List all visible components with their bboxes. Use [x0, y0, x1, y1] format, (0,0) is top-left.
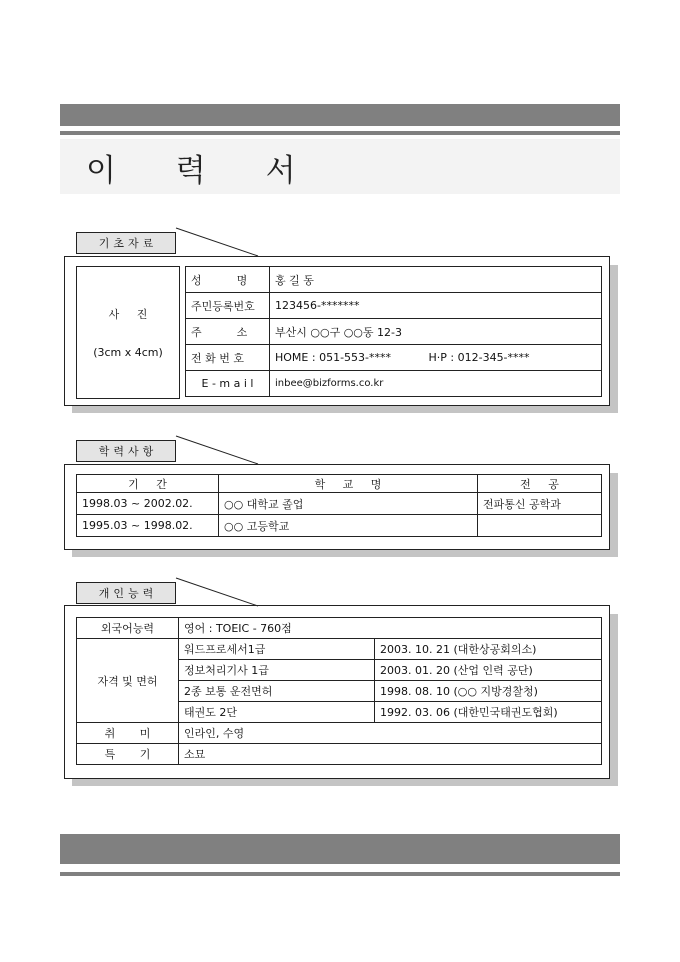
- edu-header-major: 전 공: [478, 475, 602, 493]
- language-value: 영어 : TOEIC - 760점: [179, 618, 602, 639]
- email-value: inbee@bizforms.co.kr: [270, 371, 602, 397]
- license-name: 워드프로세서1급: [179, 639, 375, 660]
- info-row-id: [186, 293, 602, 319]
- special-value: 소묘: [179, 744, 602, 765]
- license-label: 자격 및 면허: [77, 639, 179, 723]
- phone-label: 전 화 번 호: [186, 345, 270, 371]
- table-row: [77, 493, 602, 515]
- page-title: 이 력 서: [86, 153, 321, 189]
- basic-info-table: [185, 266, 602, 397]
- name-value: 홍 길 동: [270, 267, 602, 293]
- id-label: 주민등록번호: [186, 293, 270, 319]
- info-row-address: [186, 319, 602, 345]
- id-value: 123456-*******: [270, 293, 602, 319]
- edu-school: ○○ 고등학교: [219, 515, 478, 537]
- title-area: [60, 139, 620, 194]
- top-bar: [60, 104, 620, 126]
- photo-box: [76, 266, 180, 399]
- education-table: [76, 474, 602, 537]
- edu-period: 1995.03 ~ 1998.02.: [77, 515, 219, 537]
- edu-school: ○○ 대학교 졸업: [219, 493, 478, 515]
- edu-major: [478, 515, 602, 537]
- hobby-label: 취 미: [77, 723, 179, 744]
- special-label: 특 기: [77, 744, 179, 765]
- edu-major: 전파통신 공학과: [478, 493, 602, 515]
- name-label: 성 명: [186, 267, 270, 293]
- ability-tab: 개인능력: [76, 582, 176, 604]
- edu-tab-connector: [176, 436, 266, 466]
- ability-tab-connector: [176, 578, 266, 608]
- license-name: 태권도 2단: [179, 702, 375, 723]
- hobby-row: [77, 723, 602, 744]
- language-row: [77, 618, 602, 639]
- special-row: [77, 744, 602, 765]
- info-row-name: [186, 267, 602, 293]
- table-row: [77, 515, 602, 537]
- edu-tab: 학력사항: [76, 440, 176, 462]
- basic-tab-connector: [176, 228, 266, 258]
- top-rule: [60, 131, 620, 135]
- license-date: 2003. 01. 20 (산업 인력 공단): [375, 660, 602, 681]
- language-label: 외국어능력: [77, 618, 179, 639]
- email-label: E - m a i l: [186, 371, 270, 397]
- photo-size: (3cm x 4cm): [93, 346, 163, 359]
- mobile-phone: H·P : 012-345-****: [428, 351, 530, 364]
- edu-header-row: [77, 475, 602, 493]
- ability-table: [76, 617, 602, 765]
- phone-value: [270, 345, 602, 371]
- photo-label: 사 진: [108, 308, 148, 321]
- bottom-bar: [60, 834, 620, 864]
- edu-header-school: 학 교 명: [219, 475, 478, 493]
- license-date: 2003. 10. 21 (대한상공회의소): [375, 639, 602, 660]
- bottom-rule: [60, 872, 620, 876]
- edu-header-period: 기 간: [77, 475, 219, 493]
- license-date: 1992. 03. 06 (대한민국태권도협회): [375, 702, 602, 723]
- hobby-value: 인라인, 수영: [179, 723, 602, 744]
- license-name: 2종 보통 운전면허: [179, 681, 375, 702]
- license-name: 정보처리기사 1급: [179, 660, 375, 681]
- info-row-email: [186, 371, 602, 397]
- license-row: [77, 639, 602, 660]
- info-row-phone: [186, 345, 602, 371]
- basic-tab: 기초자료: [76, 232, 176, 254]
- home-phone: HOME : 051-553-****: [275, 351, 391, 364]
- edu-period: 1998.03 ~ 2002.02.: [77, 493, 219, 515]
- address-label: 주 소: [186, 319, 270, 345]
- address-value: 부산시 ○○구 ○○동 12-3: [270, 319, 602, 345]
- license-date: 1998. 08. 10 (○○ 지방경찰청): [375, 681, 602, 702]
